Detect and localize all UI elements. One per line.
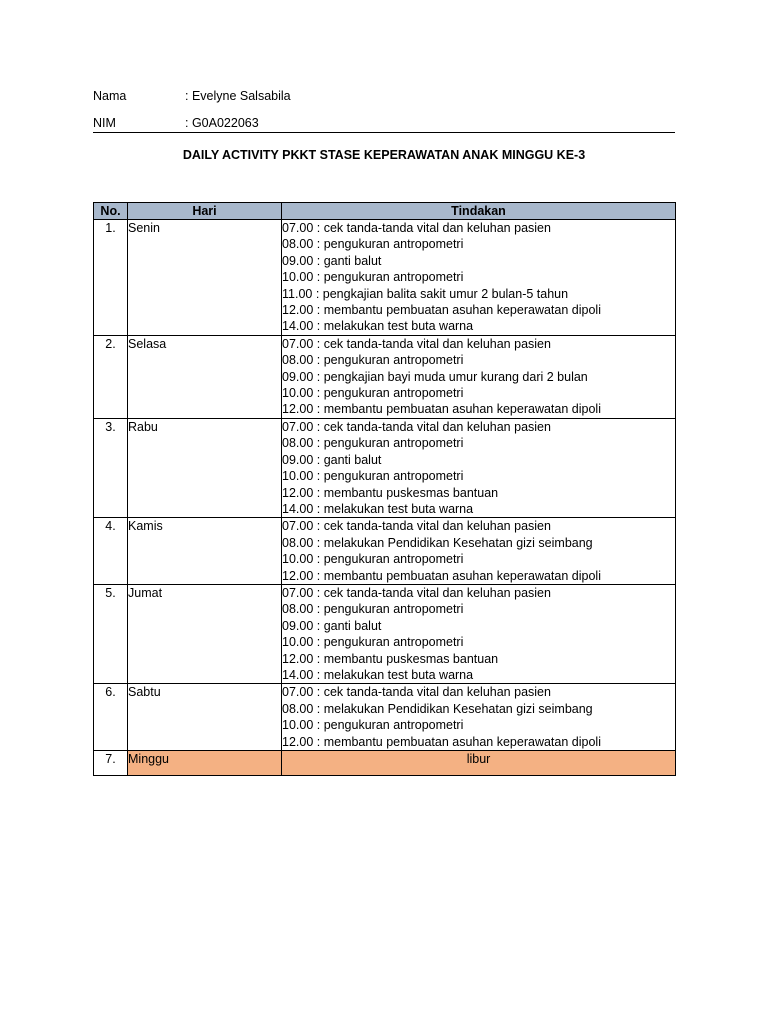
table-row <box>94 751 676 776</box>
table-body <box>94 220 676 776</box>
row-day: Sabtu <box>128 684 282 751</box>
activity-item: 07.00 : cek tanda-tanda vital dan keluhan pasien <box>282 519 551 534</box>
row-day: Kamis <box>128 518 282 585</box>
activity-item: 12.00 : membantu pembuatan asuhan keperawatan dipoli <box>282 402 601 417</box>
row-activities <box>282 584 676 683</box>
row-number: 1. <box>94 220 128 336</box>
document-title: DAILY ACTIVITY PKKT STASE KEPERAWATAN ANAK MINGGU KE-3 <box>182 148 586 162</box>
activity-item: 08.00 : pengukuran antropometri <box>282 237 464 252</box>
activity-item: 12.00 : membantu puskesmas bantuan <box>282 485 499 500</box>
row-activities <box>282 335 676 418</box>
activity-item: 10.00 : pengukuran antropometri <box>282 469 464 484</box>
nim-label: NIM <box>93 116 116 130</box>
activity-item: 12.00 : membantu puskesmas bantuan <box>282 651 499 666</box>
row-number: 4. <box>94 518 128 585</box>
activity-item: 10.00 : pengukuran antropometri <box>282 718 464 733</box>
activity-item: 07.00 : cek tanda-tanda vital dan keluhan pasien <box>282 336 551 351</box>
row-number: 2. <box>94 335 128 418</box>
activity-item: 07.00 : cek tanda-tanda vital dan keluhan pasien <box>282 419 551 434</box>
activity-item: 10.00 : pengukuran antropometri <box>282 635 464 650</box>
activity-item: 08.00 : melakukan Pendidikan Kesehatan gizi seimbang <box>282 535 593 550</box>
activity-table <box>93 202 676 776</box>
activity-item: 12.00 : membantu pembuatan asuhan keperawatan dipoli <box>282 568 601 583</box>
header-no: No. <box>94 203 128 220</box>
activity-item: 08.00 : pengukuran antropometri <box>282 602 464 617</box>
table-row <box>94 684 676 751</box>
activity-item: 08.00 : pengukuran antropometri <box>282 353 464 368</box>
activity-item: 09.00 : pengkajian bayi muda umur kurang dari 2 bulan <box>282 369 588 384</box>
activity-item: 14.00 : melakukan test buta warna <box>282 319 474 334</box>
activity-item: 09.00 : ganti balut <box>282 253 382 268</box>
row-number: 3. <box>94 418 128 517</box>
row-day: Selasa <box>128 335 282 418</box>
table-header-row <box>94 203 676 220</box>
name-label: Nama <box>93 89 127 103</box>
activity-item: 09.00 : ganti balut <box>282 618 382 633</box>
table-row <box>94 335 676 418</box>
row-day: Senin <box>128 220 282 336</box>
nim-value: : G0A022063 <box>185 116 259 130</box>
row-activities <box>282 220 676 336</box>
row-number: 7. <box>94 751 128 776</box>
row-activities <box>282 684 676 751</box>
table-row <box>94 584 676 683</box>
table-row <box>94 518 676 585</box>
activity-item: 10.00 : pengukuran antropometri <box>282 270 464 285</box>
activity-item: 08.00 : pengukuran antropometri <box>282 436 464 451</box>
table-row <box>94 220 676 336</box>
activity-item: 12.00 : membantu pembuatan asuhan keperawatan dipoli <box>282 303 601 318</box>
header-hari: Hari <box>128 203 282 220</box>
activity-item: 14.00 : melakukan test buta warna <box>282 667 474 682</box>
activity-item: 14.00 : melakukan test buta warna <box>282 501 474 516</box>
row-number: 5. <box>94 584 128 683</box>
activity-item: 07.00 : cek tanda-tanda vital dan keluhan pasien <box>282 221 551 235</box>
row-activities <box>282 518 676 585</box>
activity-item: 12.00 : membantu pembuatan asuhan keperawatan dipoli <box>282 734 601 749</box>
activity-item: 10.00 : pengukuran antropometri <box>282 386 464 401</box>
row-day: Minggu <box>128 751 282 776</box>
activity-item: 09.00 : ganti balut <box>282 452 382 467</box>
header-tindakan: Tindakan <box>282 203 676 220</box>
activity-item: 11.00 : pengkajian balita sakit umur 2 bulan-5 tahun <box>282 286 569 301</box>
activity-item: 10.00 : pengukuran antropometri <box>282 552 464 567</box>
table-row <box>94 418 676 517</box>
header-divider <box>93 132 675 133</box>
name-value: : Evelyne Salsabila <box>185 89 291 103</box>
row-number: 6. <box>94 684 128 751</box>
activity-item: 08.00 : melakukan Pendidikan Kesehatan gizi seimbang <box>282 701 593 716</box>
row-day: Jumat <box>128 584 282 683</box>
activity-item: 07.00 : cek tanda-tanda vital dan keluhan pasien <box>282 685 551 700</box>
activity-item: 07.00 : cek tanda-tanda vital dan keluhan pasien <box>282 585 551 600</box>
row-activities <box>282 751 676 776</box>
activity-item: libur <box>466 752 491 766</box>
row-activities <box>282 418 676 517</box>
row-day: Rabu <box>128 418 282 517</box>
